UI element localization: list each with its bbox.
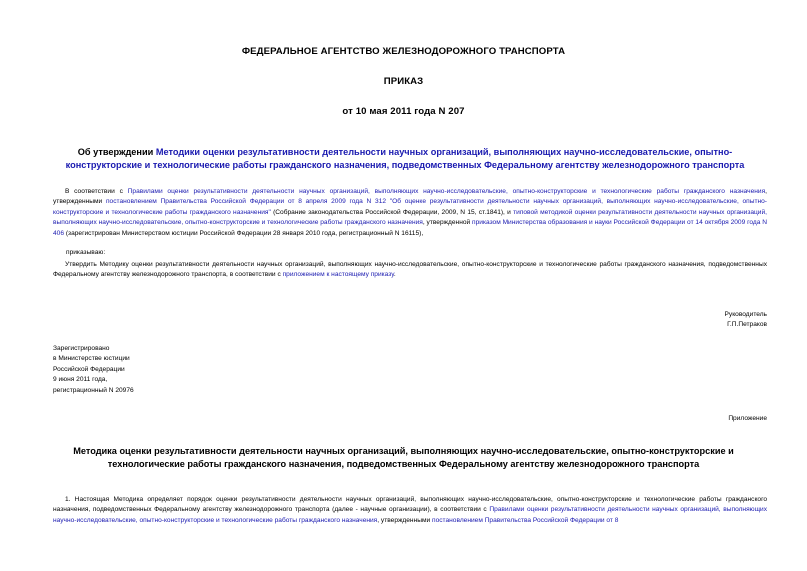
item-1-text-1: 1. Настоящая Методика определяет порядок оценки результативности деятельности научных организаций, выполняющих научно-исследовательские, опытно-конструкторские и технологические работы гражданского назначения, подведомственных Федеральному агентству железнодорожного транспорта (далее - научные организации), в соответствии с	[53, 496, 767, 514]
registration-line: Российской Федерации	[53, 365, 125, 373]
registration-line: регистрационный N 20976	[53, 386, 134, 394]
agency-heading: ФЕДЕРАЛЬНОЕ АГЕНТСТВО ЖЕЛЕЗНОДОРОЖНОГО ТРАНСПОРТА	[241, 46, 566, 57]
preamble-text-1: В соответствии с	[65, 188, 128, 195]
government-decree-link[interactable]: постановлением Правительства Российской Федерации от 8 апреля 2009 года N 312 "Об оценке результативности деятельности научных организаций, выполняющих научно-исследовательские, опытно-конструкторские и технологические работы гражданского назначения"	[53, 198, 768, 216]
appendix-link[interactable]: приложением к настоящему приказу	[282, 271, 394, 279]
item-1-text-2: , утвержденными	[377, 516, 433, 524]
item-1-paragraph	[53, 495, 767, 526]
item-1-decree-link[interactable]: постановлением Правительства Российской Федерации от 8	[432, 516, 619, 524]
order-paragraph	[53, 260, 767, 281]
item-1-rules-link[interactable]: Правилами оценки результативности деятельности научных организаций, выполняющих научно-исследовательские, опытно-конструкторские и технологические работы гражданского назначения	[53, 506, 767, 524]
date-number-heading: от 10 мая 2011 года N 207	[342, 106, 465, 117]
registration-line: Зарегистрировано	[53, 345, 110, 352]
registration-line: 9 июня 2011 года,	[53, 376, 108, 384]
title-prefix: Об утверждении	[77, 147, 156, 157]
rules-link[interactable]: Правилами оценки результативности деятельности научных организаций, выполняющих научно-исследовательские, опытно-конструкторские и технологические работы гражданского назначения	[127, 188, 766, 195]
order-word: приказываю:	[66, 249, 106, 256]
order-text-2: .	[393, 271, 396, 279]
signature-block	[600, 310, 767, 331]
ministry-order-link[interactable]: приказом Министерства образования и науки Российской Федерации от 14 октября 2009 года N 406	[53, 219, 768, 237]
order-text-1: Утвердить Методику оценки результативности деятельности научных организаций, выполняющих научно-исследовательские, опытно-конструкторские и технологические работы гражданского назначения, подведомственных Федеральному агентству железнодорожного транспорта, в соответствии с	[53, 261, 767, 279]
appendix-label: Приложение	[728, 415, 767, 422]
preamble-text-3: (Собрание законодательства Российской Федерации, 2009, N 15, ст.1841), и	[270, 208, 514, 216]
title-link[interactable]: Методики оценки результативности деятельности научных организаций, выполняющих научно-исследовательские, опытно-конструкторские и технологические работы гражданского назначения, подведомственных Федеральному агентству железнодорожного транспорта	[65, 147, 745, 170]
signature-name: Г.П.Петраков	[727, 321, 767, 329]
doc-type-heading: ПРИКАЗ	[383, 76, 424, 87]
preamble-text-2: , утвержденными	[53, 188, 768, 206]
registration-block	[53, 344, 134, 396]
typical-methodology-link[interactable]: типовой методикой оценки результативности деятельности научных организаций, выполняющих научно-исследовательские, опытно-конструкторские и технологические работы гражданского назначения	[53, 208, 767, 227]
signature-role: Руководитель	[724, 311, 767, 318]
preamble-text-5: (зарегистрирован Министерством юстиции Российской Федерации 28 января 2010 года, регистрационный N 16115),	[64, 229, 424, 237]
preamble-text-4: , утвержденной	[422, 219, 473, 227]
order-title	[60, 146, 750, 172]
appendix-title: Методика оценки результативности деятельности научных организаций, выполняющих научно-исследовательские, опытно-конструкторские и технологические работы гражданского назначения, подведомственных Федеральному агентству железнодорожного транспорта	[73, 446, 734, 469]
preamble-paragraph	[53, 187, 767, 239]
registration-line: в Министерстве юстиции	[53, 355, 130, 363]
